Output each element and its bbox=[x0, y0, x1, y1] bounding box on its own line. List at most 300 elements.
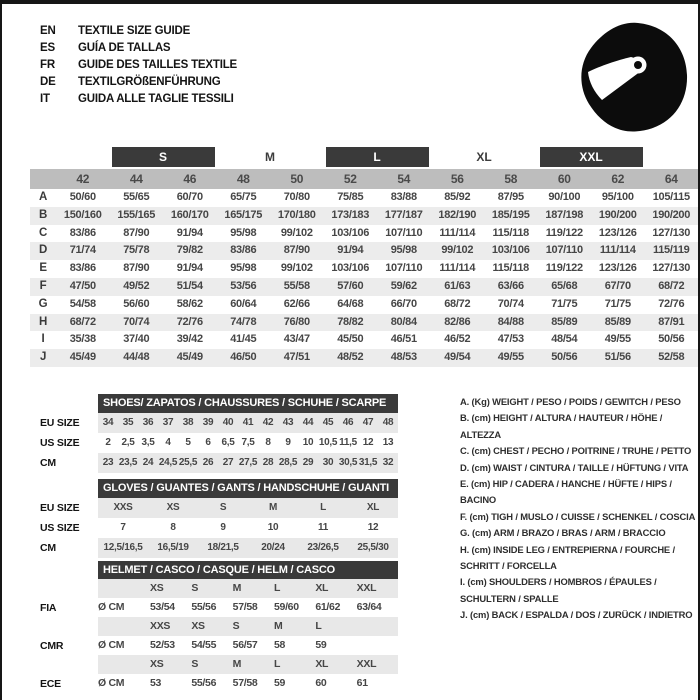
language-list bbox=[40, 22, 237, 107]
cell-value: 20/24 bbox=[261, 542, 285, 553]
language-row bbox=[40, 56, 237, 73]
row-label-spacer bbox=[40, 655, 98, 674]
measurement-row-g bbox=[30, 296, 698, 314]
measurement-value: 53/56 bbox=[230, 279, 257, 292]
measurement-value: 84/88 bbox=[497, 315, 524, 328]
measurement-value: 103/106 bbox=[331, 262, 370, 275]
language-label: TEXTILE SIZE GUIDE bbox=[78, 24, 191, 37]
measurement-value: 37/40 bbox=[123, 333, 150, 346]
cell-value: 28,5 bbox=[278, 457, 298, 468]
gloves-row bbox=[40, 538, 398, 558]
cell-value: 2 bbox=[105, 437, 111, 448]
cell-value: 37 bbox=[162, 417, 174, 428]
row-label: US SIZE bbox=[40, 437, 80, 449]
size-label: XS bbox=[150, 582, 164, 594]
cell-value: 35 bbox=[122, 417, 134, 428]
measurement-value: 70/74 bbox=[497, 297, 524, 310]
measurement-value: 50/60 bbox=[69, 191, 96, 203]
measurement-value: 58/62 bbox=[176, 297, 203, 310]
measurement-value: 67/70 bbox=[604, 279, 631, 292]
measurement-value: 49/52 bbox=[123, 279, 150, 292]
measurement-value: 83/86 bbox=[69, 226, 96, 239]
cell-value: 23 bbox=[102, 457, 114, 468]
size-label: XXL bbox=[356, 582, 377, 594]
helmet-sizes-row bbox=[40, 617, 398, 636]
row-letter: A bbox=[38, 191, 47, 203]
cell-value: 48 bbox=[382, 417, 394, 428]
numeric-size: 54 bbox=[397, 172, 411, 186]
size-label: XL bbox=[315, 658, 329, 670]
size-label: XXS bbox=[150, 620, 171, 632]
cell-value: 25,5 bbox=[178, 457, 198, 468]
helmet-values-row bbox=[40, 598, 398, 617]
cell-spacer bbox=[98, 617, 150, 636]
gloves-row bbox=[40, 498, 398, 518]
language-label: GUIDE DES TAILLES TEXTILE bbox=[78, 58, 237, 71]
cell-value bbox=[357, 636, 398, 655]
measurement-value: 47/53 bbox=[497, 333, 524, 346]
cell-value: 18/21,5 bbox=[207, 542, 239, 553]
cell-value: 43 bbox=[282, 417, 294, 428]
measurement-row-c bbox=[30, 225, 698, 243]
cell-value: 30 bbox=[322, 457, 334, 468]
measurement-value: 107/110 bbox=[385, 226, 423, 239]
cell-value: 23/26,5 bbox=[307, 542, 339, 553]
language-code: IT bbox=[40, 92, 50, 105]
row-cells bbox=[98, 433, 398, 453]
standard-label: ECE bbox=[40, 678, 61, 690]
measurement-value: 187/198 bbox=[545, 208, 584, 221]
row-cells bbox=[98, 598, 398, 617]
row-label-spacer bbox=[40, 579, 98, 598]
measurement-value: 85/89 bbox=[604, 315, 631, 328]
language-label: GUIDA ALLE TAGLIE TESSILI bbox=[78, 92, 234, 105]
cell-value: 40 bbox=[222, 417, 234, 428]
size-letter-xl: XL bbox=[476, 150, 492, 164]
measurement-value: 63/66 bbox=[497, 279, 524, 292]
unit-label: Ø CM bbox=[98, 639, 125, 651]
cell-value: 7 bbox=[120, 522, 126, 533]
legend-item: I. (cm) SHOULDERS / HOMBROS / ÉPAULES / SCHULTERN / SPALLE bbox=[460, 576, 657, 604]
size-label: M bbox=[232, 582, 242, 594]
measurement-value: 76/80 bbox=[283, 315, 310, 328]
measurement-value: 170/180 bbox=[277, 208, 316, 221]
measurement-value: 59/62 bbox=[390, 279, 417, 292]
shoes-title: SHOES/ ZAPATOS / CHAUSSURES / SCHUHE / SCARPE bbox=[98, 394, 398, 413]
shoes-row bbox=[40, 433, 398, 453]
standard-label: CMR bbox=[40, 640, 64, 652]
cell-value: 59/60 bbox=[273, 601, 299, 613]
row-label: CM bbox=[40, 457, 56, 469]
cell-value: 31,5 bbox=[358, 457, 378, 468]
language-code: FR bbox=[40, 58, 55, 71]
size-label: M bbox=[273, 620, 283, 632]
measurement-value: 70/80 bbox=[283, 191, 310, 203]
measurement-value: 49/55 bbox=[497, 351, 524, 364]
row-label-spacer bbox=[40, 393, 98, 413]
corner-cell bbox=[30, 169, 56, 189]
measurement-row-f bbox=[30, 278, 698, 296]
language-row bbox=[40, 90, 237, 107]
shoes-size-table bbox=[40, 393, 398, 473]
measurement-value: 160/170 bbox=[170, 208, 209, 221]
measurement-value: 85/92 bbox=[444, 191, 471, 203]
legend-item: H. (cm) INSIDE LEG / ENTREPIERNA / FOURCHE / SCHRITT / FORCELLA bbox=[460, 543, 675, 572]
measurement-value: 103/106 bbox=[491, 244, 530, 257]
cell-value: 29 bbox=[302, 457, 314, 468]
measurement-value: 52/58 bbox=[658, 351, 685, 364]
measurement-value: 46/51 bbox=[390, 333, 417, 346]
cell-value: 12,5/16,5 bbox=[103, 542, 143, 553]
measurement-value: 66/70 bbox=[390, 297, 417, 310]
row-letter: G bbox=[38, 297, 48, 310]
legend-item: E. (cm) HIP / CADERA / HANCHE / HÜFTE / HIPS / BACINO bbox=[460, 478, 672, 506]
language-row bbox=[40, 73, 237, 90]
row-cells bbox=[98, 655, 398, 674]
measurement-row-e bbox=[30, 260, 698, 278]
measurement-value: 165/175 bbox=[224, 208, 263, 221]
measurement-value: 105/115 bbox=[652, 191, 690, 203]
numeric-size: 50 bbox=[290, 172, 304, 186]
measurement-value: 82/86 bbox=[444, 315, 471, 328]
cell-value: 5 bbox=[185, 437, 191, 448]
cell-value: XS bbox=[166, 502, 180, 513]
legend-item: B. (cm) HEIGHT / ALTURA / HAUTEUR / HÖHE / ALTEZZA bbox=[460, 412, 663, 440]
cell-value: 27,5 bbox=[238, 457, 258, 468]
measurement-value: 71/75 bbox=[551, 297, 578, 310]
cell-value: 23,5 bbox=[118, 457, 138, 468]
cell-value: S bbox=[219, 502, 227, 513]
measurement-value: 60/70 bbox=[176, 191, 203, 203]
measurement-value: 55/65 bbox=[123, 191, 150, 203]
measurement-value: 107/110 bbox=[385, 262, 423, 275]
measurement-value: 91/94 bbox=[176, 262, 203, 275]
measurement-value: 111/114 bbox=[599, 244, 636, 257]
cell-value: L bbox=[320, 502, 326, 513]
cell-value: 60 bbox=[315, 677, 327, 689]
measurement-value: 95/100 bbox=[601, 191, 634, 203]
cell-value: 11,5 bbox=[339, 437, 357, 448]
measurement-value: 49/55 bbox=[604, 333, 631, 346]
measurement-value: 68/72 bbox=[444, 297, 471, 310]
measurement-value: 83/88 bbox=[390, 191, 417, 203]
measurement-value: 65/68 bbox=[551, 279, 578, 292]
measurement-value: 119/122 bbox=[545, 262, 583, 275]
measurement-value: 71/74 bbox=[69, 244, 96, 257]
measurement-value: 95/98 bbox=[230, 262, 257, 275]
row-cells bbox=[98, 498, 398, 518]
measurement-value: 44/48 bbox=[123, 351, 150, 364]
measurement-value: 75/85 bbox=[337, 191, 364, 203]
language-code: DE bbox=[40, 75, 56, 88]
measurement-value: 64/68 bbox=[337, 297, 364, 310]
gloves-row bbox=[40, 518, 398, 538]
measurement-row-d bbox=[30, 242, 698, 260]
measurement-value: 115/118 bbox=[492, 262, 529, 275]
cell-value: 63/64 bbox=[356, 601, 382, 613]
sub-header-row bbox=[40, 478, 398, 498]
measurement-value: 87/90 bbox=[283, 244, 310, 257]
cell-value: 58 bbox=[273, 639, 286, 651]
numeric-size: 64 bbox=[664, 172, 678, 186]
size-label: S bbox=[232, 620, 240, 632]
measurement-value: 74/78 bbox=[230, 315, 257, 328]
cell-value: 9 bbox=[285, 437, 291, 448]
racing-helmet-icon bbox=[574, 20, 694, 134]
helmet-title: HELMET / CASCO / CASQUE / HELM / CASCO bbox=[98, 561, 398, 580]
measurement-value: 71/75 bbox=[604, 297, 631, 310]
size-label: L bbox=[273, 582, 281, 594]
row-cells bbox=[98, 579, 398, 598]
cell-value: 30,5 bbox=[338, 457, 358, 468]
cell-value: 16,5/19 bbox=[157, 542, 189, 553]
measurement-value: 177/187 bbox=[384, 208, 423, 221]
sub-header-row bbox=[40, 393, 398, 413]
measurement-value: 47/51 bbox=[283, 351, 310, 364]
legend-item: A. (Kg) WEIGHT / PESO / POIDS / GEWITCH / PESO bbox=[460, 396, 681, 407]
measurement-value: 99/102 bbox=[280, 262, 313, 275]
cell-value: 45 bbox=[322, 417, 334, 428]
measurement-value: 62/66 bbox=[283, 297, 310, 310]
size-label: XS bbox=[191, 620, 205, 632]
language-code: ES bbox=[40, 41, 55, 54]
cell-value: 27 bbox=[222, 457, 234, 468]
helmet-sizes-row bbox=[40, 579, 398, 598]
measurement-value: 127/130 bbox=[652, 226, 691, 239]
row-label-spacer bbox=[40, 478, 98, 498]
row-cells bbox=[98, 413, 398, 433]
size-label: XS bbox=[150, 658, 164, 670]
size-letter-bar-row bbox=[30, 147, 698, 169]
cell-value: 42 bbox=[262, 417, 274, 428]
measurement-value: 91/94 bbox=[176, 226, 203, 239]
measurement-value: 87/90 bbox=[123, 262, 150, 275]
cell-value: 11 bbox=[318, 522, 328, 533]
size-label bbox=[357, 617, 398, 636]
cell-spacer bbox=[98, 579, 150, 598]
cell-value: 56/57 bbox=[232, 639, 258, 651]
size-letter-l: L bbox=[326, 147, 429, 167]
unit-label: Ø CM bbox=[98, 677, 125, 689]
measurement-value: 46/52 bbox=[444, 333, 471, 346]
measurement-value: 107/110 bbox=[545, 244, 583, 257]
cell-value: 41 bbox=[242, 417, 254, 428]
cell-value: 53 bbox=[150, 677, 162, 689]
measurement-value: 123/126 bbox=[598, 226, 637, 239]
language-row bbox=[40, 39, 237, 56]
measurement-value: 45/49 bbox=[176, 351, 203, 364]
numeric-size-row bbox=[30, 169, 698, 189]
measurement-value: 95/98 bbox=[390, 244, 417, 257]
measurement-value: 39/42 bbox=[176, 333, 203, 346]
cell-value: 9 bbox=[220, 522, 226, 533]
measurement-legend bbox=[460, 394, 700, 624]
row-cells bbox=[98, 538, 398, 558]
cell-value: 2,5 bbox=[121, 437, 135, 448]
cell-value: 8 bbox=[265, 437, 271, 448]
main-size-table bbox=[30, 147, 698, 367]
shoes-row bbox=[40, 413, 398, 433]
measurement-value: 65/75 bbox=[230, 191, 257, 203]
row-cells bbox=[98, 453, 398, 473]
language-code: EN bbox=[40, 24, 56, 37]
measurement-row-i bbox=[30, 331, 698, 349]
row-cells bbox=[98, 636, 398, 655]
measurement-value: 49/54 bbox=[444, 351, 471, 364]
cell-value: XL bbox=[366, 502, 380, 513]
cell-value: 28 bbox=[262, 457, 274, 468]
numeric-size: 62 bbox=[611, 172, 625, 186]
measurement-value: 78/82 bbox=[337, 315, 364, 328]
numeric-size: 52 bbox=[343, 172, 357, 186]
cell-value: 59 bbox=[315, 639, 327, 651]
shoes-row bbox=[40, 453, 398, 473]
measurement-value: 150/160 bbox=[63, 208, 102, 221]
row-label: EU SIZE bbox=[40, 417, 80, 429]
size-label: L bbox=[315, 620, 322, 632]
row-label: EU SIZE bbox=[40, 502, 80, 514]
cell-value: XXS bbox=[113, 502, 133, 513]
row-letter: B bbox=[38, 208, 47, 221]
sub-header-row bbox=[40, 560, 398, 579]
cell-value: 25,5/30 bbox=[357, 542, 389, 553]
helmet-size-table bbox=[40, 560, 398, 693]
cell-value: 36 bbox=[142, 417, 154, 428]
measurement-value: 111/114 bbox=[439, 226, 476, 239]
cell-value: 38 bbox=[182, 417, 194, 428]
measurement-value: 57/60 bbox=[337, 279, 364, 292]
measurement-value: 91/94 bbox=[337, 244, 364, 257]
measurement-value: 83/86 bbox=[230, 244, 257, 257]
cell-value: 54/55 bbox=[191, 639, 217, 651]
language-label: TEXTILGRÖßENFÜHRUNG bbox=[78, 75, 221, 88]
gloves-title: GLOVES / GUANTES / GANTS / HANDSCHUHE / GUANTI bbox=[98, 479, 398, 498]
cell-value: 10 bbox=[302, 437, 314, 448]
measurement-value: 115/119 bbox=[653, 244, 690, 257]
legend-item: G. (cm) ARM / BRAZO / BRAS / ARM / BRACCIO bbox=[460, 527, 666, 539]
helmet-values-row bbox=[40, 674, 398, 693]
measurement-value: 51/56 bbox=[604, 351, 631, 364]
helmet-values-row bbox=[40, 636, 398, 655]
cell-value: 61 bbox=[356, 677, 368, 689]
size-letter-xxl: XXL bbox=[540, 147, 643, 167]
row-cells bbox=[98, 518, 398, 538]
measurement-value: 182/190 bbox=[438, 208, 477, 221]
cell-value: 10,5 bbox=[318, 437, 338, 448]
row-letter: E bbox=[39, 262, 47, 275]
measurement-value: 87/90 bbox=[123, 226, 150, 239]
measurement-value: 68/72 bbox=[658, 279, 685, 292]
row-label-spacer bbox=[40, 560, 98, 579]
row-letter: J bbox=[39, 351, 47, 364]
measurement-row-j bbox=[30, 349, 698, 367]
size-letter-s: S bbox=[112, 147, 215, 167]
gloves-size-table bbox=[40, 478, 398, 558]
measurement-value: 43/47 bbox=[283, 333, 310, 346]
size-label: XXL bbox=[356, 658, 377, 670]
size-label: L bbox=[273, 658, 281, 670]
numeric-size: 46 bbox=[183, 172, 197, 186]
measurement-value: 48/52 bbox=[337, 351, 364, 364]
measurement-value: 80/84 bbox=[390, 315, 417, 328]
measurement-value: 155/165 bbox=[117, 208, 156, 221]
measurement-value: 68/72 bbox=[69, 315, 96, 328]
measurement-value: 90/100 bbox=[548, 191, 581, 203]
measurement-value: 45/50 bbox=[337, 333, 364, 346]
measurement-value: 48/53 bbox=[390, 351, 417, 364]
measurement-value: 190/200 bbox=[652, 208, 691, 221]
row-label: US SIZE bbox=[40, 522, 80, 534]
measurement-value: 79/82 bbox=[176, 244, 203, 257]
cell-value: 10 bbox=[267, 522, 279, 533]
cell-value: 61/62 bbox=[315, 601, 341, 613]
row-cells bbox=[98, 674, 398, 693]
measurement-value: 47/50 bbox=[69, 279, 96, 292]
cell-value: 46 bbox=[342, 417, 354, 428]
cell-value: 6 bbox=[205, 437, 211, 448]
cell-value: 34 bbox=[102, 417, 114, 428]
measurement-value: 95/98 bbox=[230, 226, 257, 239]
measurement-value: 75/78 bbox=[123, 244, 150, 257]
numeric-size: 48 bbox=[236, 172, 250, 186]
measurement-value: 45/49 bbox=[69, 351, 96, 364]
measurement-value: 123/126 bbox=[598, 262, 637, 275]
row-letter: F bbox=[39, 279, 47, 292]
measurement-value: 119/122 bbox=[545, 226, 583, 239]
legend-item: J. (cm) BACK / ESPALDA / DOS / ZURÜCK / INDIETRO bbox=[460, 609, 693, 621]
cell-value: 7,5 bbox=[241, 437, 255, 448]
numeric-size: 44 bbox=[129, 172, 143, 186]
row-cells bbox=[98, 617, 398, 636]
measurement-value: 83/86 bbox=[69, 262, 96, 275]
measurement-value: 70/74 bbox=[123, 315, 150, 328]
cell-value: 53/54 bbox=[150, 601, 175, 613]
legend-item: C. (cm) CHEST / PECHO / POITRINE / TRUHE / PETTO bbox=[460, 445, 692, 457]
measurement-value: 85/89 bbox=[551, 315, 578, 328]
cell-value: 8 bbox=[170, 522, 176, 533]
row-letter: C bbox=[38, 226, 47, 239]
language-row bbox=[40, 22, 237, 39]
measurement-value: 56/60 bbox=[123, 297, 150, 310]
measurement-value: 35/38 bbox=[69, 333, 96, 346]
cell-value: 13 bbox=[382, 437, 394, 448]
measurement-value: 99/102 bbox=[441, 244, 474, 257]
row-label-spacer bbox=[40, 617, 98, 636]
cell-value: 47 bbox=[362, 417, 374, 428]
standard-label: FIA bbox=[40, 602, 57, 614]
measurement-value: 55/58 bbox=[283, 279, 310, 292]
row-label: CM bbox=[40, 542, 56, 554]
cell-value: 55/56 bbox=[191, 677, 217, 689]
legend-item: F. (cm) TIGH / MUSLO / CUISSE / SCHENKEL / COSCIA bbox=[460, 510, 696, 522]
size-label: M bbox=[232, 658, 242, 670]
unit-label: Ø CM bbox=[98, 601, 125, 613]
size-label: XL bbox=[315, 582, 329, 594]
row-letter: I bbox=[41, 333, 45, 346]
measurement-value: 50/56 bbox=[658, 333, 685, 346]
measurement-value: 51/54 bbox=[176, 279, 203, 292]
measurement-value: 61/63 bbox=[444, 279, 471, 292]
cell-value: M bbox=[268, 502, 278, 513]
numeric-size: 56 bbox=[450, 172, 464, 186]
measurement-value: 72/76 bbox=[176, 315, 203, 328]
size-label: S bbox=[191, 658, 199, 670]
measurement-value: 115/118 bbox=[492, 226, 529, 239]
measurement-value: 111/114 bbox=[439, 262, 476, 275]
numeric-size: 58 bbox=[504, 172, 518, 186]
size-letter-m: M bbox=[265, 150, 275, 164]
measurement-value: 173/183 bbox=[331, 208, 370, 221]
